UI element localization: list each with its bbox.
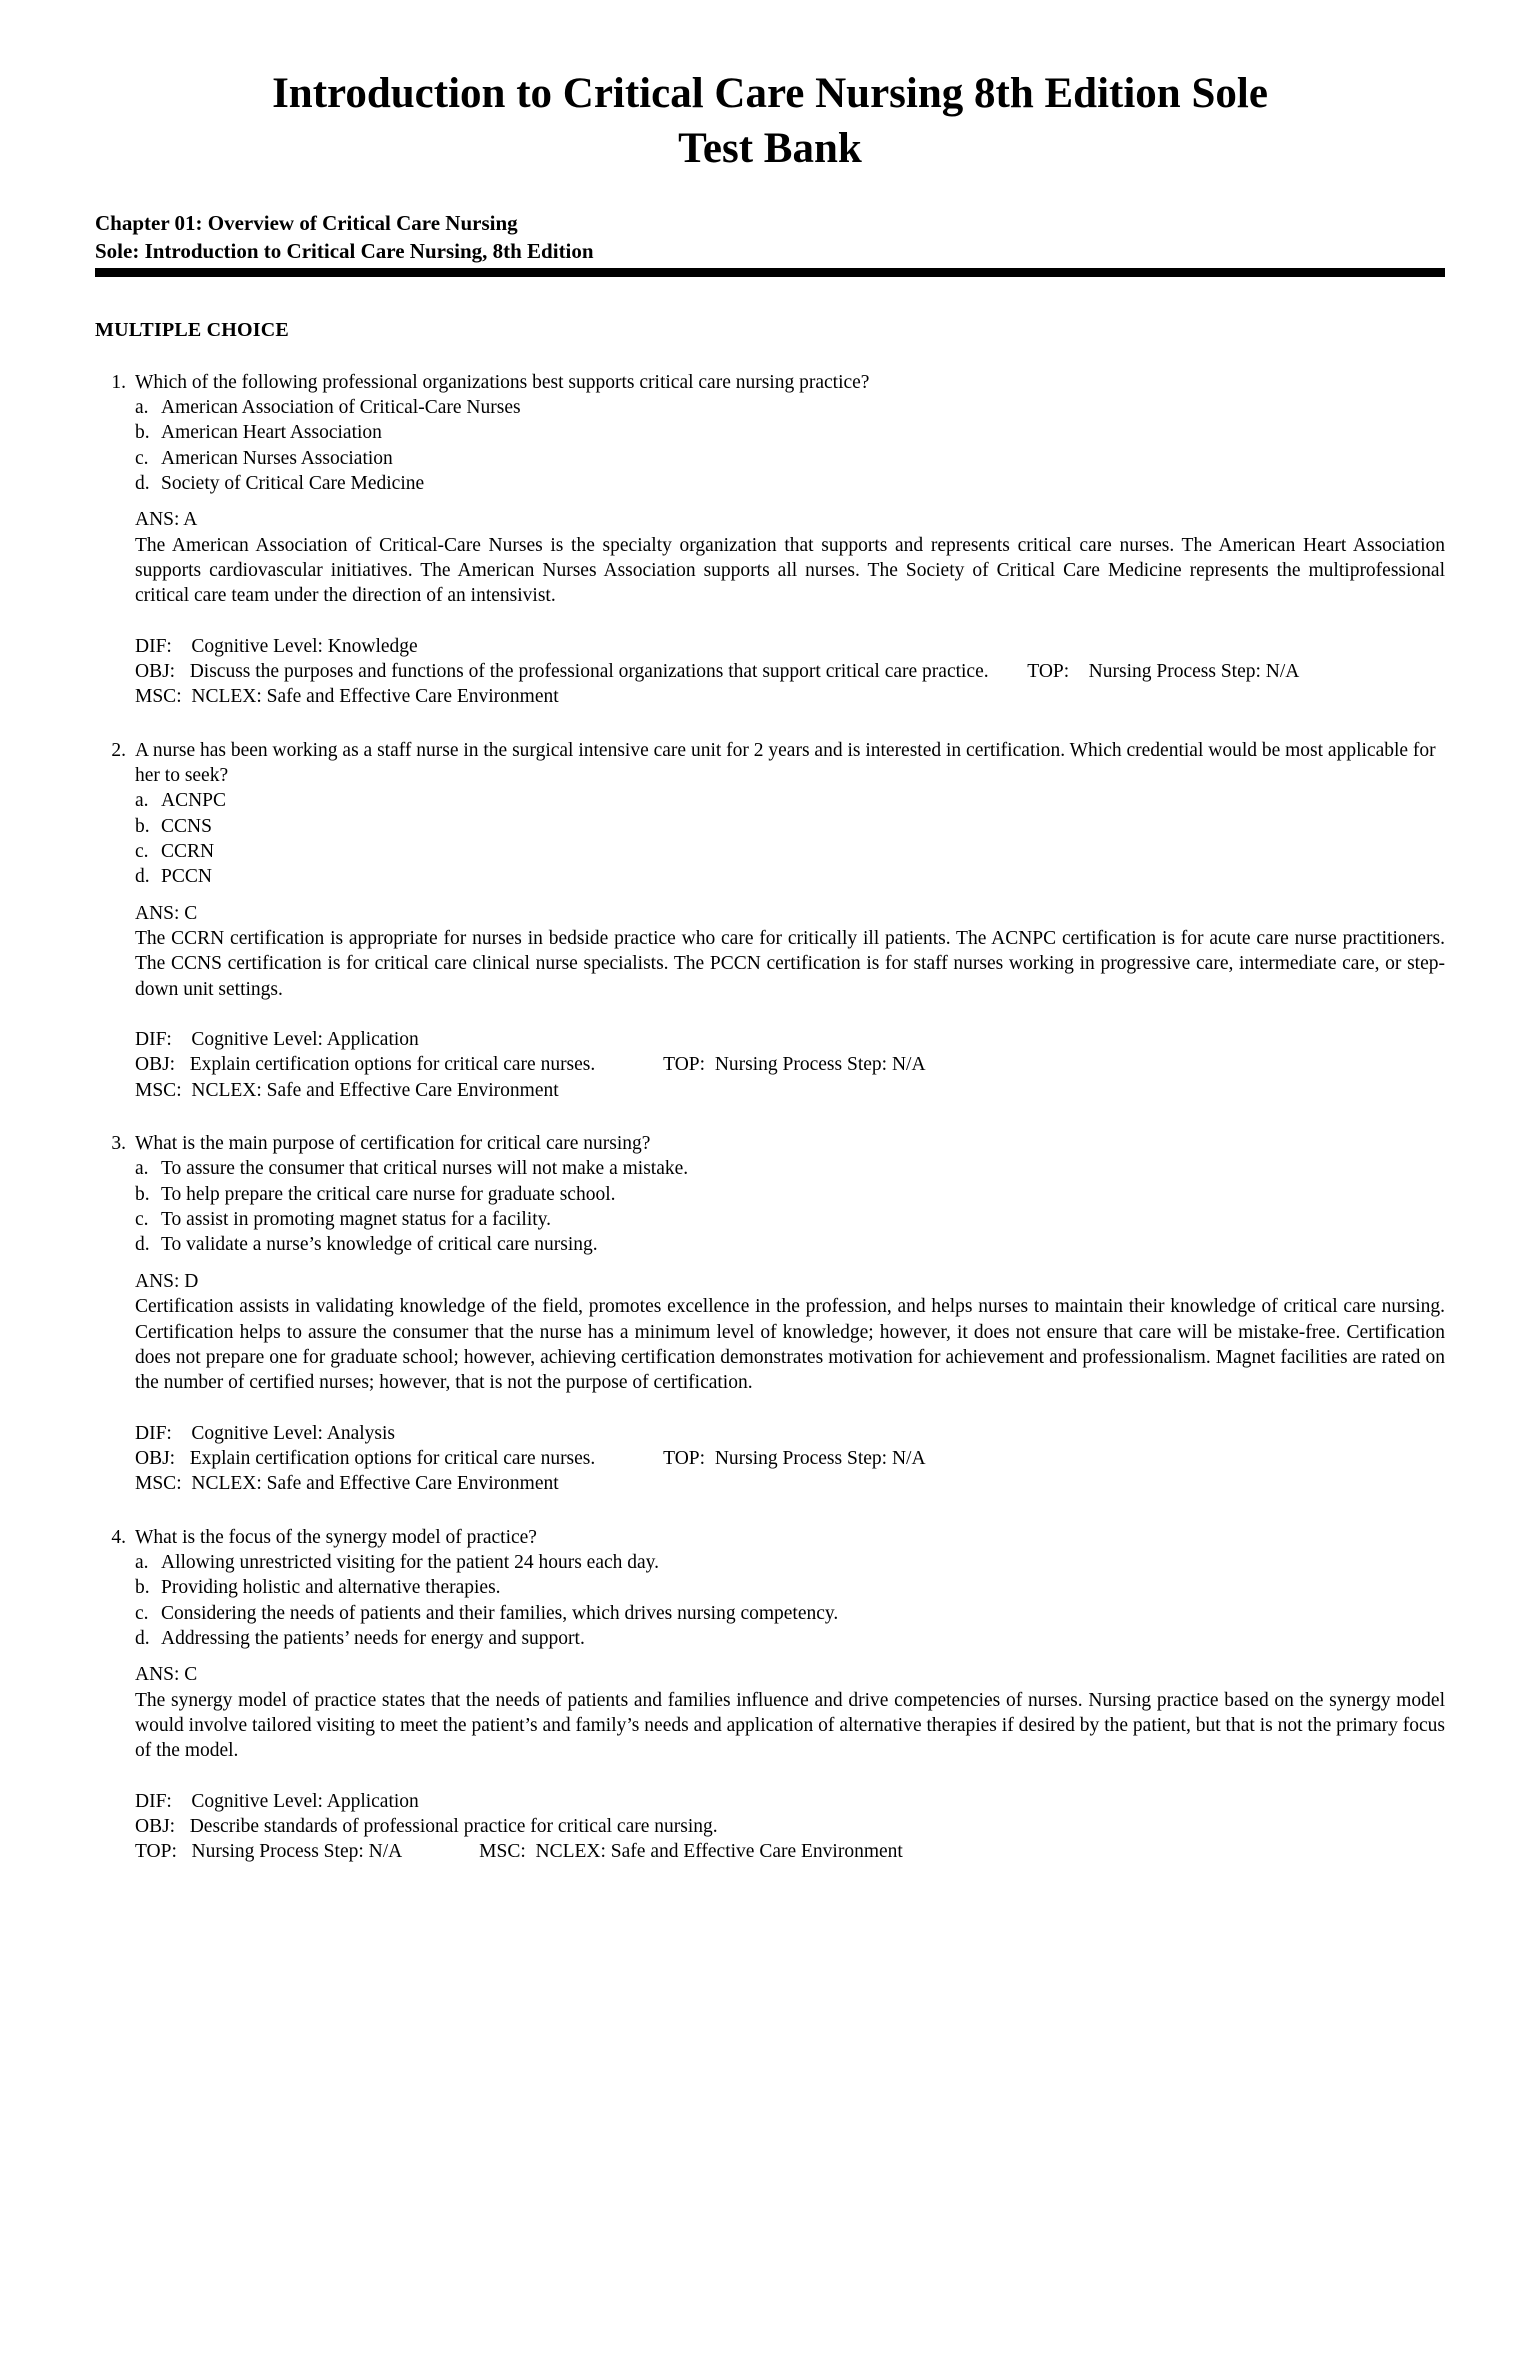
option-letter: d. xyxy=(135,1627,150,1649)
meta-msc-line: MSC: NCLEX: Safe and Effective Care Environment xyxy=(135,1473,559,1495)
question-block xyxy=(95,370,1445,710)
rationale-text: Certification assists in validating knowledge of the field, promotes excellence in the profession, and helps nurses to maintain their knowledge of critical care nursing. Certification helps to assure the consumer that the nurse has a minimum level of knowledge; however, it does not ensure that care will be mistake-free. Certification does not prepare one for graduate school; however, achieving certification demonstrates motivation for achievement and professionalism. Magnet facilities are rated on the number of certified nurses; however, that is not the purpose of certification. xyxy=(135,1296,1445,1394)
option-d xyxy=(135,864,955,889)
option-letter: b. xyxy=(135,815,150,837)
option-letter: b. xyxy=(135,1577,150,1599)
option-text: To assist in promoting magnet status for a facility. xyxy=(161,1209,552,1231)
rationale-text: The CCRN certification is appropriate for nurses in bedside practice who care for critically ill patients. The ACNPC certification is for acute care nurse practitioners. The CCNS certification is for critical care clinical nurse specialists. The PCCN certification is for staff nurses working in progressive care, intermediate care, or step-down unit settings. xyxy=(135,928,1445,1000)
question-block xyxy=(95,738,1445,1103)
option-text: To help prepare the critical care nurse for graduate school. xyxy=(161,1183,616,1205)
option-d xyxy=(135,471,955,496)
question-metadata xyxy=(135,1789,1445,1865)
option-text: Society of Critical Care Medicine xyxy=(161,472,425,494)
option-c xyxy=(135,446,955,471)
question-number: 4. xyxy=(111,1526,126,1548)
section-heading: MULTIPLE CHOICE xyxy=(95,318,289,341)
book-edition-title: Sole: Introduction to Critical Care Nursing, 8th Edition xyxy=(95,238,594,263)
option-text: To assure the consumer that critical nurses will not make a mistake. xyxy=(161,1158,689,1180)
answer-options xyxy=(135,395,955,496)
option-a xyxy=(135,788,955,813)
option-text: CCNS xyxy=(161,815,212,837)
header-divider-rule xyxy=(95,268,1445,277)
answer-line: ANS: A xyxy=(135,509,198,531)
question-stem: Which of the following professional organizations best supports critical care nursing practice? xyxy=(135,371,870,393)
answer-line: ANS: C xyxy=(135,1664,198,1686)
option-a xyxy=(135,395,955,420)
option-text: Considering the needs of patients and their families, which drives nursing competency. xyxy=(161,1602,839,1624)
meta-msc-line: MSC: NCLEX: Safe and Effective Care Environment xyxy=(135,686,559,708)
document-title-line2: Test Bank xyxy=(678,125,862,173)
document-title xyxy=(95,66,1445,176)
question-stem-row xyxy=(95,1131,1445,1156)
rationale-text: The synergy model of practice states that the needs of patients and families influence and drive competencies of nurses. Nursing practice based on the synergy model would involve tailored visiting to meet the patient’s and family’s needs and application of alternative therapies if desired by the patient, but that is not the primary focus of the model. xyxy=(135,1689,1445,1762)
meta-dif-line: DIF: Cognitive Level: Analysis xyxy=(135,1422,395,1444)
option-letter: c. xyxy=(135,1209,149,1231)
question-stem: What is the main purpose of certification for critical care nursing? xyxy=(135,1133,651,1155)
option-c xyxy=(135,839,955,864)
option-letter: d. xyxy=(135,472,150,494)
option-d xyxy=(135,1626,955,1651)
option-text: CCRN xyxy=(161,841,215,862)
question-stem-row xyxy=(95,1525,1445,1550)
option-letter: a. xyxy=(135,1158,149,1180)
option-text: Addressing the patients’ needs for energy and support. xyxy=(161,1627,585,1649)
option-b xyxy=(135,814,955,839)
option-text: To validate a nurse’s knowledge of critical care nursing. xyxy=(161,1234,598,1256)
question-metadata xyxy=(135,1421,1445,1497)
option-letter: a. xyxy=(135,790,149,812)
answer-options xyxy=(135,788,955,889)
chapter-title: Chapter 01: Overview of Critical Care Nursing xyxy=(95,211,518,236)
option-text: PCCN xyxy=(161,866,212,888)
answer-line: ANS: D xyxy=(135,1270,199,1292)
option-c xyxy=(135,1601,955,1626)
meta-obj-top-line: OBJ: Explain certification options for critical care nurses. TOP: Nursing Process Step: N/A xyxy=(135,1054,926,1076)
document-title-line1: Introduction to Critical Care Nursing 8th Edition Sole xyxy=(272,70,1268,117)
option-letter: a. xyxy=(135,396,149,418)
option-d xyxy=(135,1232,955,1257)
option-b xyxy=(135,420,955,445)
question-metadata xyxy=(135,634,1445,710)
meta-dif-line: DIF: Cognitive Level: Knowledge xyxy=(135,635,418,657)
option-letter: b. xyxy=(135,422,150,444)
question-number: 2. xyxy=(111,739,126,761)
option-b xyxy=(135,1182,955,1207)
option-b xyxy=(135,1575,955,1600)
option-letter: d. xyxy=(135,866,150,888)
meta-obj-line: OBJ: Describe standards of professional practice for critical care nursing. xyxy=(135,1816,718,1837)
option-c xyxy=(135,1207,955,1232)
meta-obj-top-line: OBJ: Explain certification options for critical care nurses. TOP: Nursing Process Step: N/A xyxy=(135,1447,926,1469)
answer-line: ANS: C xyxy=(135,902,198,924)
option-letter: b. xyxy=(135,1183,150,1205)
option-a xyxy=(135,1156,955,1181)
option-letter: a. xyxy=(135,1551,149,1573)
question-stem: A nurse has been working as a staff nurse in the surgical intensive care unit for 2 years and is interested in certification. Which credential would be most applicable for her to seek? xyxy=(135,739,1436,786)
option-letter: c. xyxy=(135,447,149,469)
option-text: American Association of Critical-Care Nurses xyxy=(161,396,521,418)
meta-dif-line: DIF: Cognitive Level: Application xyxy=(135,1029,419,1051)
chapter-header xyxy=(95,210,1445,276)
meta-obj-top-line: OBJ: Discuss the purposes and functions of the professional organizations that support critical care practice. TOP: Nursing Process Step: N/A xyxy=(135,660,1300,682)
question-stem: What is the focus of the synergy model of practice? xyxy=(135,1526,537,1548)
option-letter: c. xyxy=(135,1602,149,1624)
option-text: American Nurses Association xyxy=(161,447,393,469)
option-text: Allowing unrestricted visiting for the patient 24 hours each day. xyxy=(161,1551,660,1573)
answer-options xyxy=(135,1156,955,1257)
question-stem-row xyxy=(95,370,1445,395)
question-block xyxy=(95,1131,1445,1496)
option-a xyxy=(135,1550,955,1575)
meta-dif-line: DIF: Cognitive Level: Application xyxy=(135,1790,419,1812)
question-block xyxy=(95,1525,1445,1865)
meta-top-msc-line: TOP: Nursing Process Step: N/A MSC: NCLEX: Safe and Effective Care Environment xyxy=(135,1841,903,1863)
option-letter: c. xyxy=(135,841,149,862)
option-text: American Heart Association xyxy=(161,422,382,444)
answer-options xyxy=(135,1550,955,1651)
option-text: Providing holistic and alternative therapies. xyxy=(161,1577,501,1599)
meta-msc-line: MSC: NCLEX: Safe and Effective Care Environment xyxy=(135,1079,559,1101)
rationale-text: The American Association of Critical-Care Nurses is the specialty organization that supports and represents critical care nurses. The American Heart Association supports cardiovascular initiatives. The American Nurses Association supports all nurses. The Society of Critical Care Medicine represents the multiprofessional critical care team under the direction of an intensivist. xyxy=(135,534,1445,607)
question-metadata xyxy=(135,1027,1445,1103)
option-text: ACNPC xyxy=(161,790,227,812)
question-number: 3. xyxy=(111,1133,126,1155)
question-stem-row xyxy=(95,738,1445,789)
question-number: 1. xyxy=(111,371,126,393)
option-letter: d. xyxy=(135,1234,150,1256)
